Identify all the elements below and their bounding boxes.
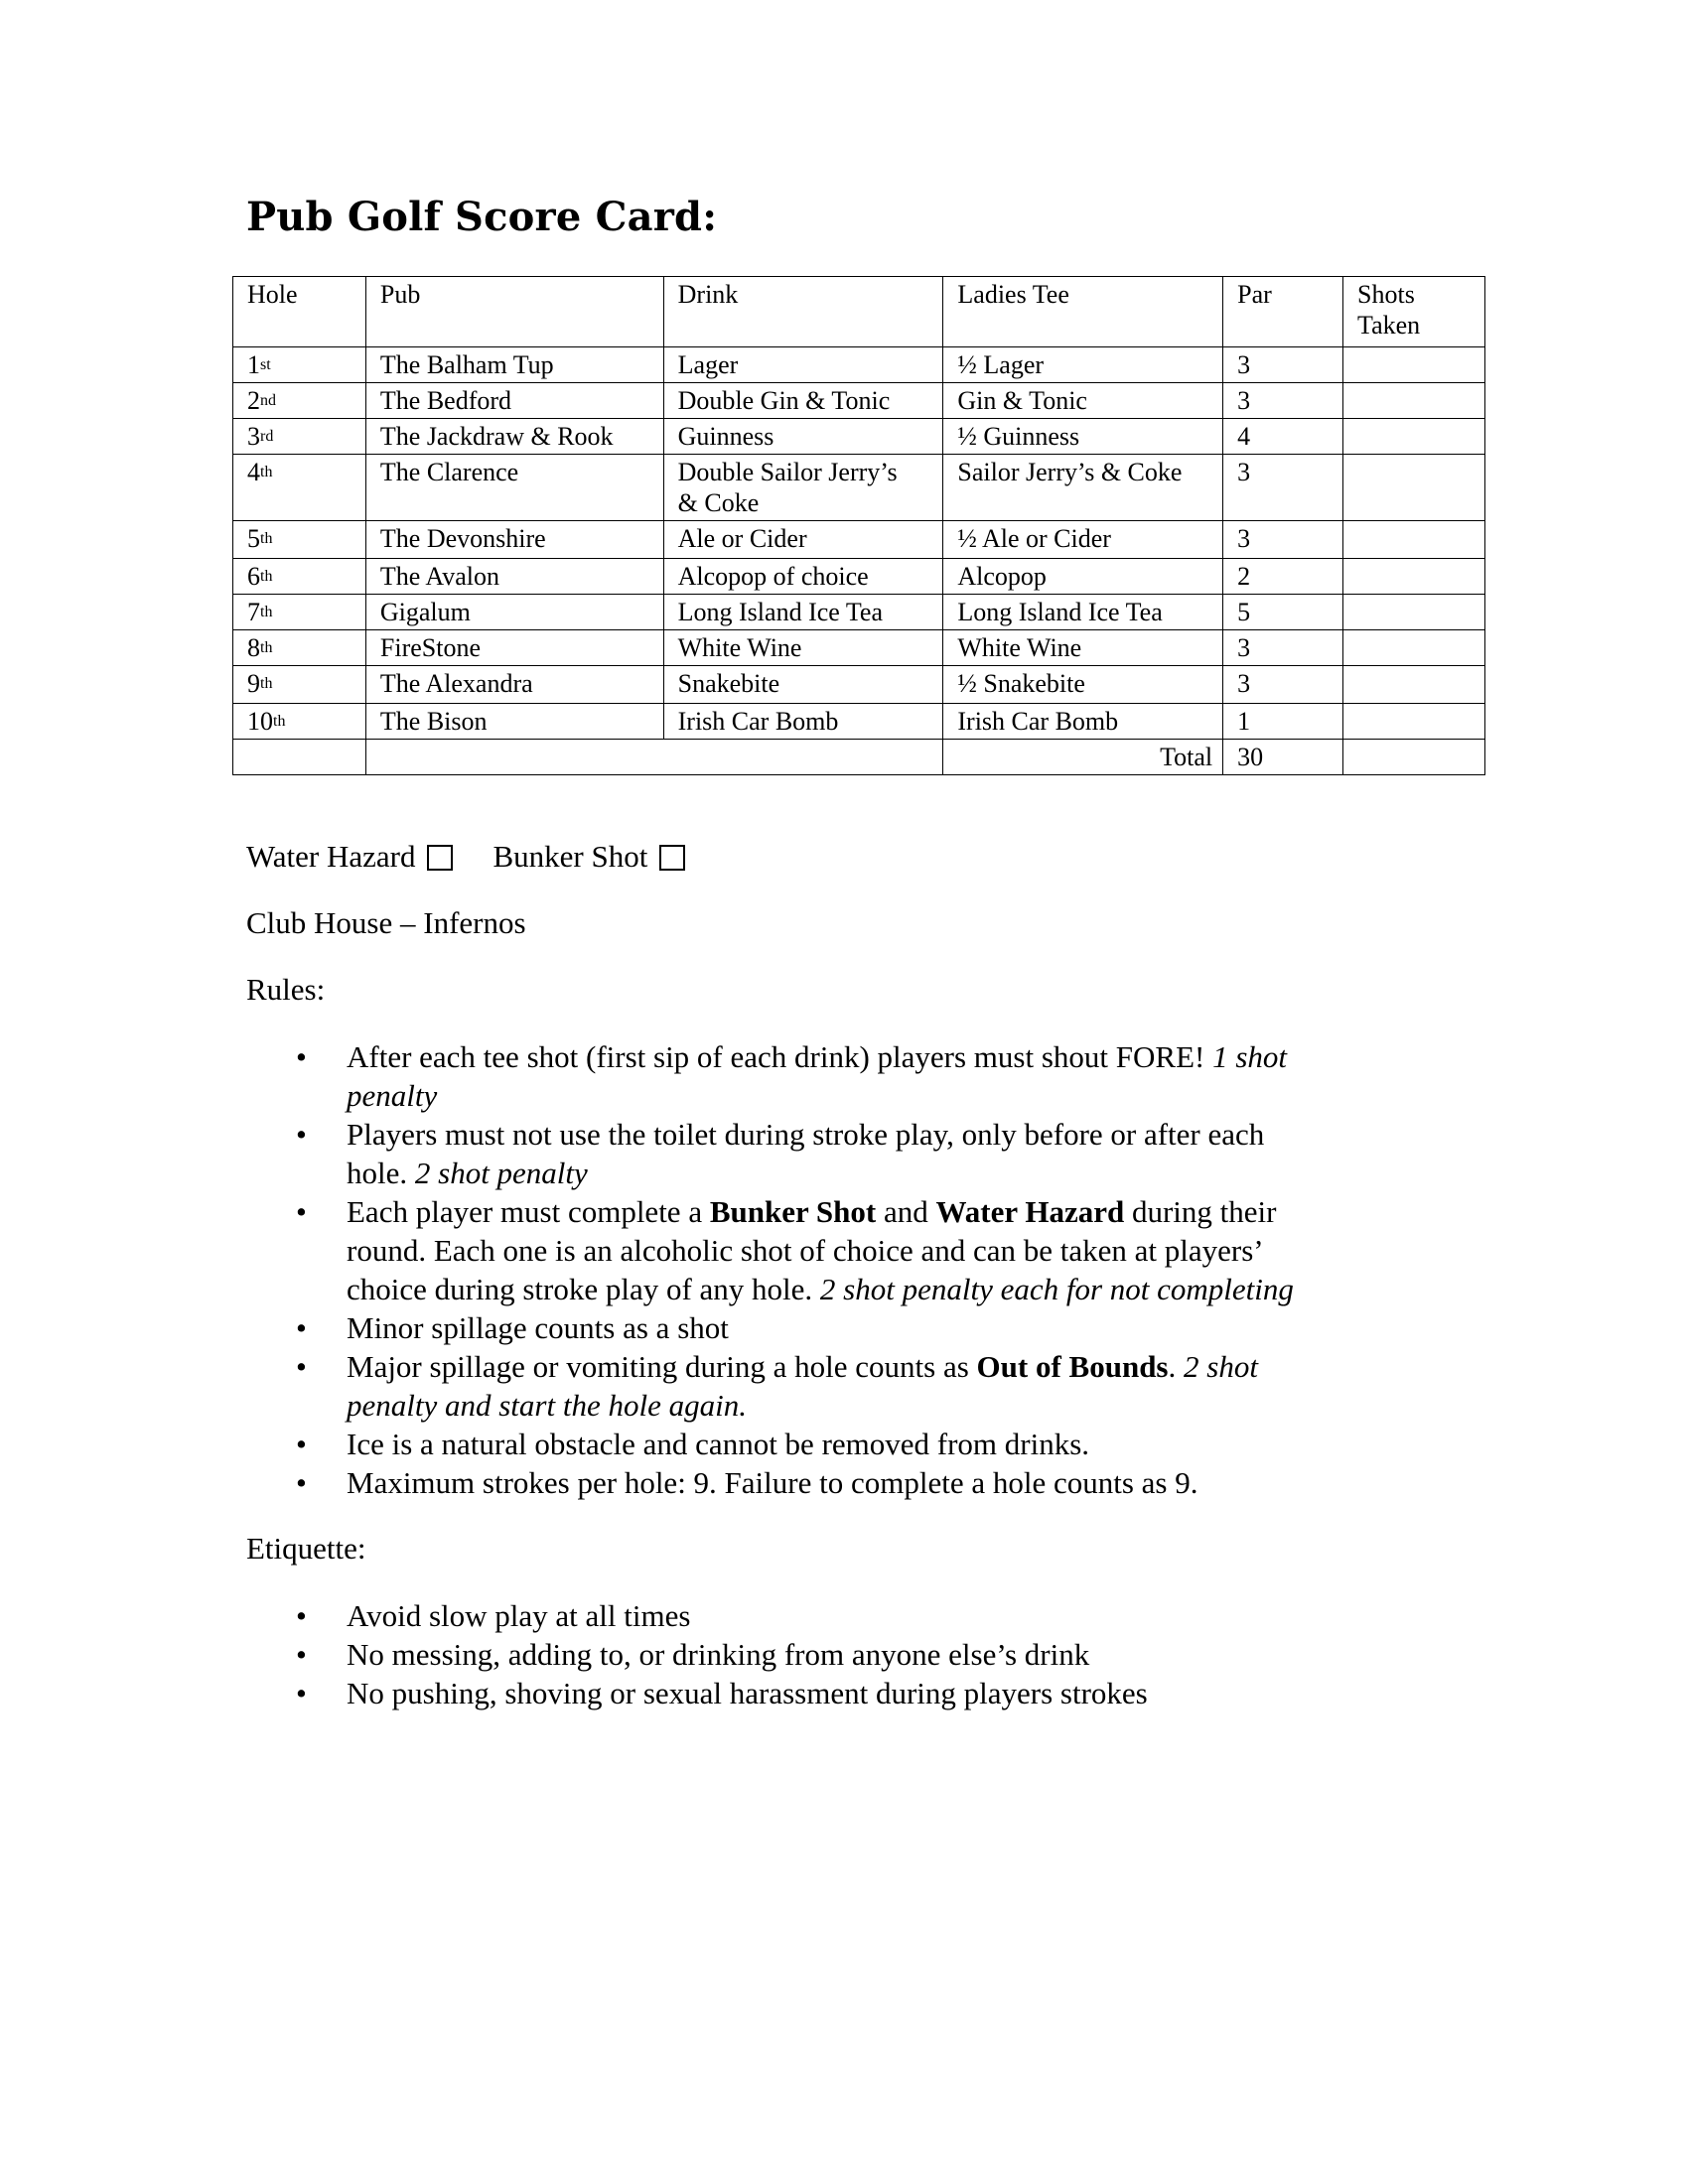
shots-taken-cell[interactable]	[1343, 630, 1485, 666]
water-hazard-label: Water Hazard	[246, 839, 416, 874]
empty-cell	[365, 740, 943, 775]
hole-cell: 2nd	[233, 383, 366, 419]
drink-cell: Snakebite	[663, 666, 943, 704]
table-row	[233, 419, 1485, 455]
pub-cell: The Balham Tup	[365, 347, 663, 383]
drink-cell: Irish Car Bomb	[663, 704, 943, 740]
shots-taken-cell[interactable]	[1343, 347, 1485, 383]
list-item: • No pushing, shoving or sexual harassment during players strokes	[296, 1676, 1148, 1710]
ladies-tee-cell: White Wine	[943, 630, 1223, 666]
par-cell: 3	[1223, 383, 1343, 419]
etiquette-list	[246, 1596, 1438, 1712]
ladies-tee-cell: Alcopop	[943, 559, 1223, 595]
drink-cell: Lager	[663, 347, 943, 383]
etiquette-heading: Etiquette:	[246, 1531, 366, 1566]
shots-taken-cell[interactable]	[1343, 666, 1485, 704]
shots-taken-cell[interactable]	[1343, 455, 1485, 521]
par-cell: 4	[1223, 419, 1343, 455]
par-cell: 3	[1223, 521, 1343, 559]
hole-cell: 5th	[233, 521, 366, 559]
ladies-tee-cell: Irish Car Bomb	[943, 704, 1223, 740]
score-table	[232, 276, 1485, 775]
list-item: • Ice is a natural obstacle and cannot be removed from drinks.	[296, 1427, 1090, 1461]
header-pub: Pub	[365, 277, 663, 347]
shots-taken-cell[interactable]	[1343, 559, 1485, 595]
total-shots-cell[interactable]	[1343, 740, 1485, 775]
drink-cell: White Wine	[663, 630, 943, 666]
shots-taken-cell[interactable]	[1343, 383, 1485, 419]
header-hole: Hole	[233, 277, 366, 347]
ladies-tee-cell: Long Island Ice Tea	[943, 595, 1223, 630]
par-cell: 3	[1223, 630, 1343, 666]
table-row	[233, 595, 1485, 630]
list-item: • Players must not use the toilet during stroke play, only before or after each hole. 2 shot penalty	[296, 1117, 1265, 1190]
par-cell: 3	[1223, 347, 1343, 383]
pub-cell: The Clarence	[365, 455, 663, 521]
header-shots-taken: Shots Taken	[1343, 277, 1485, 347]
table-row	[233, 666, 1485, 704]
table-row	[233, 383, 1485, 419]
bunker-shot-checkbox[interactable]	[659, 845, 685, 871]
list-item: • Maximum strokes per hole: 9. Failure to complete a hole counts as 9.	[296, 1465, 1198, 1500]
list-item: • Each player must complete a Bunker Shot and Water Hazard during their round. Each one is an alcoholic shot of choice and can be taken at players’ choice during stroke play of any hole. 2 shot penalty each for not completing	[296, 1194, 1294, 1306]
pub-cell: The Bedford	[365, 383, 663, 419]
header-par: Par	[1223, 277, 1343, 347]
pub-cell: The Alexandra	[365, 666, 663, 704]
hazard-checkboxes	[246, 839, 685, 875]
shots-taken-cell[interactable]	[1343, 419, 1485, 455]
total-label: Total	[943, 740, 1223, 775]
par-cell: 5	[1223, 595, 1343, 630]
hole-cell: 4th	[233, 455, 366, 521]
hole-cell: 9th	[233, 666, 366, 704]
pub-cell: The Jackdraw & Rook	[365, 419, 663, 455]
hole-cell: 7th	[233, 595, 366, 630]
drink-cell: Long Island Ice Tea	[663, 595, 943, 630]
shots-taken-cell[interactable]	[1343, 704, 1485, 740]
par-cell: 2	[1223, 559, 1343, 595]
shots-taken-cell[interactable]	[1343, 595, 1485, 630]
drink-cell: Alcopop of choice	[663, 559, 943, 595]
rules-heading: Rules:	[246, 972, 326, 1007]
table-row	[233, 630, 1485, 666]
empty-cell	[233, 740, 366, 775]
shots-taken-cell[interactable]	[1343, 521, 1485, 559]
bunker-shot-label: Bunker Shot	[492, 839, 648, 874]
table-row	[233, 521, 1485, 559]
water-hazard-checkbox[interactable]	[427, 845, 453, 871]
table-row	[233, 704, 1485, 740]
clubhouse-line: Club House – Infernos	[246, 905, 526, 940]
hole-cell: 6th	[233, 559, 366, 595]
rules-list	[246, 1037, 1438, 1502]
table-row	[233, 455, 1485, 521]
pub-cell: Gigalum	[365, 595, 663, 630]
header-ladies-tee: Ladies Tee	[943, 277, 1223, 347]
pub-cell: The Bison	[365, 704, 663, 740]
drink-cell: Guinness	[663, 419, 943, 455]
list-item: • After each tee shot (first sip of each drink) players must shout FORE! 1 shot penalty	[296, 1039, 1288, 1113]
pub-cell: FireStone	[365, 630, 663, 666]
ladies-tee-cell: ½ Lager	[943, 347, 1223, 383]
list-item: • Minor spillage counts as a shot	[296, 1310, 729, 1345]
drink-cell: Ale or Cider	[663, 521, 943, 559]
hole-cell: 3rd	[233, 419, 366, 455]
list-item: • Avoid slow play at all times	[296, 1598, 691, 1633]
ladies-tee-cell: ½ Guinness	[943, 419, 1223, 455]
hole-cell: 10th	[233, 704, 366, 740]
ladies-tee-cell: ½ Ale or Cider	[943, 521, 1223, 559]
pub-cell: The Devonshire	[365, 521, 663, 559]
table-header-row	[233, 277, 1485, 347]
list-item: • Major spillage or vomiting during a hole counts as Out of Bounds. 2 shot penalty and start the hole again.	[296, 1349, 1258, 1423]
hole-cell: 1st	[233, 347, 366, 383]
ladies-tee-cell: Sailor Jerry’s & Coke	[943, 455, 1223, 521]
ladies-tee-cell: Gin & Tonic	[943, 383, 1223, 419]
pub-cell: The Avalon	[365, 559, 663, 595]
page-title: Pub Golf Score Card:	[246, 194, 718, 240]
ladies-tee-cell: ½ Snakebite	[943, 666, 1223, 704]
par-cell: 3	[1223, 666, 1343, 704]
drink-cell: Double Sailor Jerry’s & Coke	[663, 455, 943, 521]
par-cell: 3	[1223, 455, 1343, 521]
table-row	[233, 347, 1485, 383]
list-item: • No messing, adding to, or drinking from anyone else’s drink	[296, 1637, 1090, 1672]
header-drink: Drink	[663, 277, 943, 347]
total-row	[233, 740, 1485, 775]
table-row	[233, 559, 1485, 595]
drink-cell: Double Gin & Tonic	[663, 383, 943, 419]
total-par: 30	[1223, 740, 1343, 775]
par-cell: 1	[1223, 704, 1343, 740]
hole-cell: 8th	[233, 630, 366, 666]
